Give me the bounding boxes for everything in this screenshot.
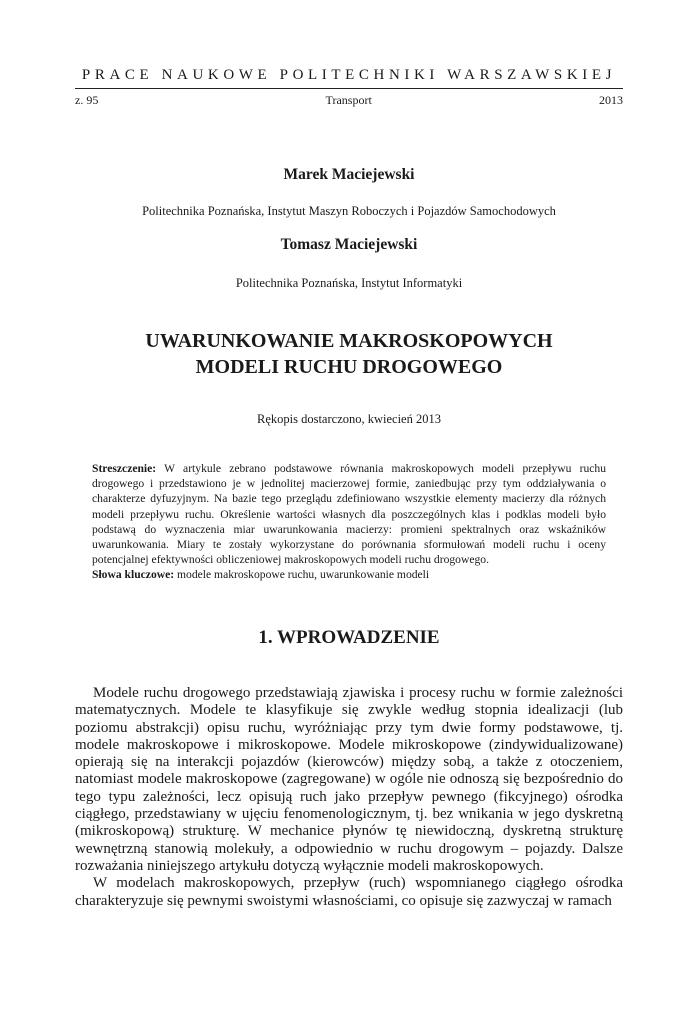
abstract-label: Streszczenie: [92, 462, 157, 475]
series-name: Transport [325, 93, 372, 107]
abstract-paragraph [92, 461, 606, 567]
abstract-text: W artykule zebrano podstawowe równania makroskopowych modeli przepływu ruchu drogowego i przedstawiono je w jednolitej macierzowej formie, zaniedbując przy tym oddziaływania o charakterze dyfuzyjnym. Na bazie tego przeglądu zdefiniowano wszystkie elementy macierzy dla różnych modeli przepływu ruchu. Określenie wartości własnych dla poszczególnych klas i podklas modeli było podstawą do wyznaczenia miar uwarunkowania macierzy: promieni spektralnych oraz wskaźników uwarunkowania. Miary te zostały wykorzystane do porównania sformułowań modeli ruchu i oceny potencjalnej efektywności obliczeniowej makroskopowych modeli ruchu drogowego. [92, 462, 606, 567]
paper-title [0, 328, 698, 380]
paper-title-line-2: MODELI RUCHU DROGOWEGO [195, 356, 503, 378]
keywords-label: Słowa kluczowe: [92, 568, 175, 582]
keywords-text: modele makroskopowe ruchu, uwarunkowanie modeli [174, 568, 430, 582]
body-paragraph-1: Modele ruchu drogowego przedstawiają zjawiska i procesy ruchu w formie zależności matematycznych. Modele te klasyfikuje się zwykle według stopnia idealizacji (lub poziomu abstrakcji) opisu ruchu, wyróżniając przy tym dwie formy podstawowe, tj. modele makroskopowe i mikroskopowe. Modele mikroskopowe (zindywidualizowane) opierają się na interakcji pojazdów (kierowców) między sobą, a także z otoczeniem, natomiast modele makroskopowe (zagregowane) w ogóle nie odnoszą się bezpośrednio do tego typu zależności, lecz opisują ruch jako przepływ pewnego (fikcyjnego) ośrodka ciągłego, przedstawiany w ujęciu fenomenologicznym, tj. bez wnikania w jego dyskretną (mikroskopową) strukturę. W mechanice płynów tę niewidoczną, dyskretną strukturę wewnętrzną stanowią molekuły, a odpowiednio w ruchu drogowym – pojazdy. Dalsze rozważania niniejszego artykułu dotyczą wyłącznie modeli makroskopowych. [75, 685, 623, 874]
header-meta [75, 93, 623, 108]
author-name-2: Tomasz Maciejewski [280, 236, 418, 253]
section-body [75, 685, 623, 910]
author-name-1: Marek Maciejewski [283, 166, 415, 183]
author-affiliation-1: Politechnika Poznańska, Instytut Maszyn Roboczych i Pojazdów Samochodowych [142, 204, 556, 218]
publication-year: 2013 [599, 93, 623, 107]
paper-title-line-1: UWARUNKOWANIE MAKROSKOPOWYCH [145, 330, 553, 352]
header-rule [75, 88, 623, 89]
keywords-paragraph [92, 567, 606, 582]
author-affiliation-2: Politechnika Poznańska, Instytut Informatyki [235, 276, 463, 290]
volume-number: z. 95 [75, 93, 99, 107]
received-date: Rękopis dostarczono, kwiecień 2013 [257, 412, 441, 426]
journal-name: PRACE NAUKOWE POLITECHNIKI WARSZAWSKIEJ [81, 67, 617, 83]
body-paragraph-2: W modelach makroskopowych, przepływ (ruch) wspomnianego ciągłego ośrodka charakteryzuje się pewnymi swoistymi własnościami, co opisuje się zazwyczaj w ramach [75, 875, 623, 909]
section-heading: 1. WPROWADZENIE [258, 627, 440, 648]
abstract [92, 461, 606, 583]
